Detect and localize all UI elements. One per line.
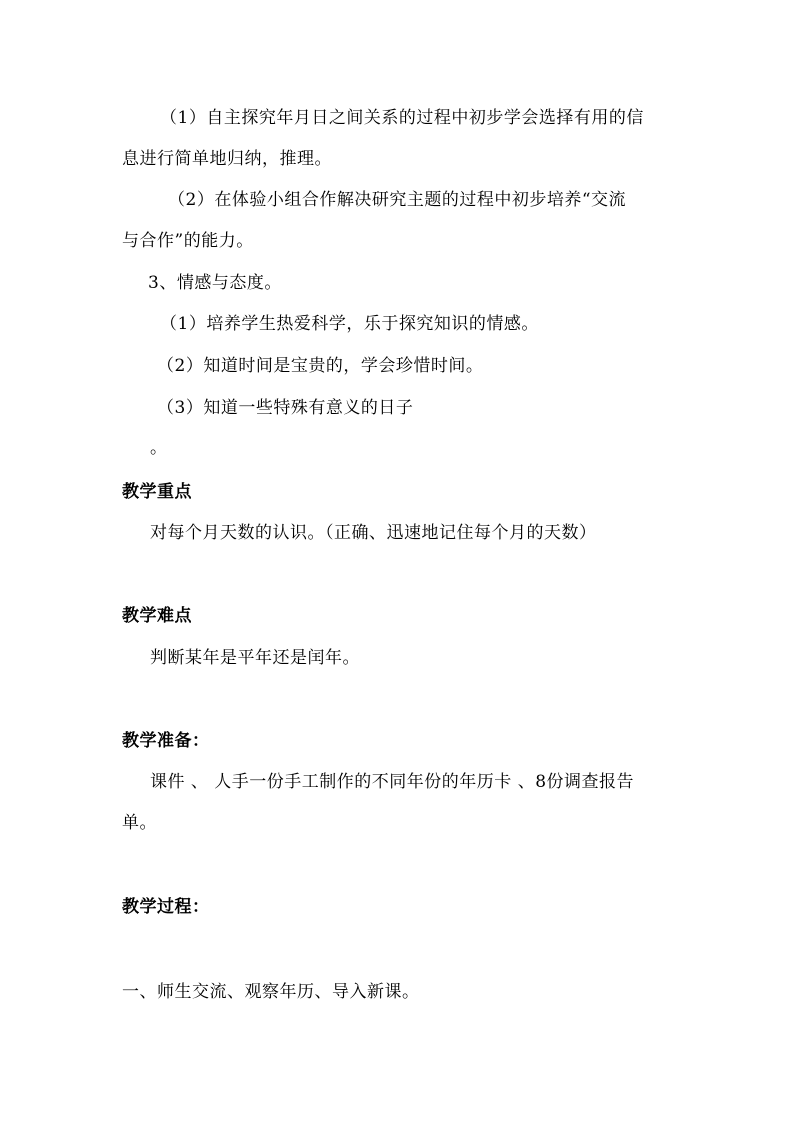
objective-process-1-line-1: （1）自主探究年月日之间关系的过程中初步学会选择有用的信: [160, 108, 644, 128]
objective-process-1-line-2: 息进行简单地归纳，推理。: [122, 149, 332, 169]
objective-process-2-line-2: 与合作”的能力。: [122, 231, 254, 251]
section-1-heading: 一、师生交流、观察年历、导入新课。: [122, 982, 420, 1002]
preparation-line-2: 单。: [122, 813, 157, 833]
difficulty-text: 判断某年是平年还是闰年。: [150, 648, 360, 668]
key-point-heading: 教学重点: [122, 482, 192, 502]
emotion-heading: 3、情感与态度。: [148, 273, 282, 293]
emotion-item-3: （3）知道一些特殊有意义的日子: [157, 398, 414, 418]
preparation-heading: 教学准备：: [122, 731, 210, 751]
key-point-text: 对每个月天数的认识。（正确、迅速地记住每个月的天数）: [150, 523, 597, 543]
objective-process-2-line-1: （2）在体验小组合作解决研究主题的过程中初步培养“交流: [168, 190, 627, 210]
emotion-item-1: （1）培养学生热爱科学，乐于探究知识的情感。: [160, 314, 539, 334]
emotion-item-3-end: 。: [150, 438, 168, 458]
emotion-item-2: （2）知道时间是宝贵的，学会珍惜时间。: [157, 356, 484, 376]
difficulty-heading: 教学难点: [122, 606, 192, 626]
process-heading: 教学过程：: [122, 897, 210, 917]
preparation-line-1: 课件 、 人手一份手工制作的不同年份的年历卡 、8份调查报告: [150, 772, 635, 792]
